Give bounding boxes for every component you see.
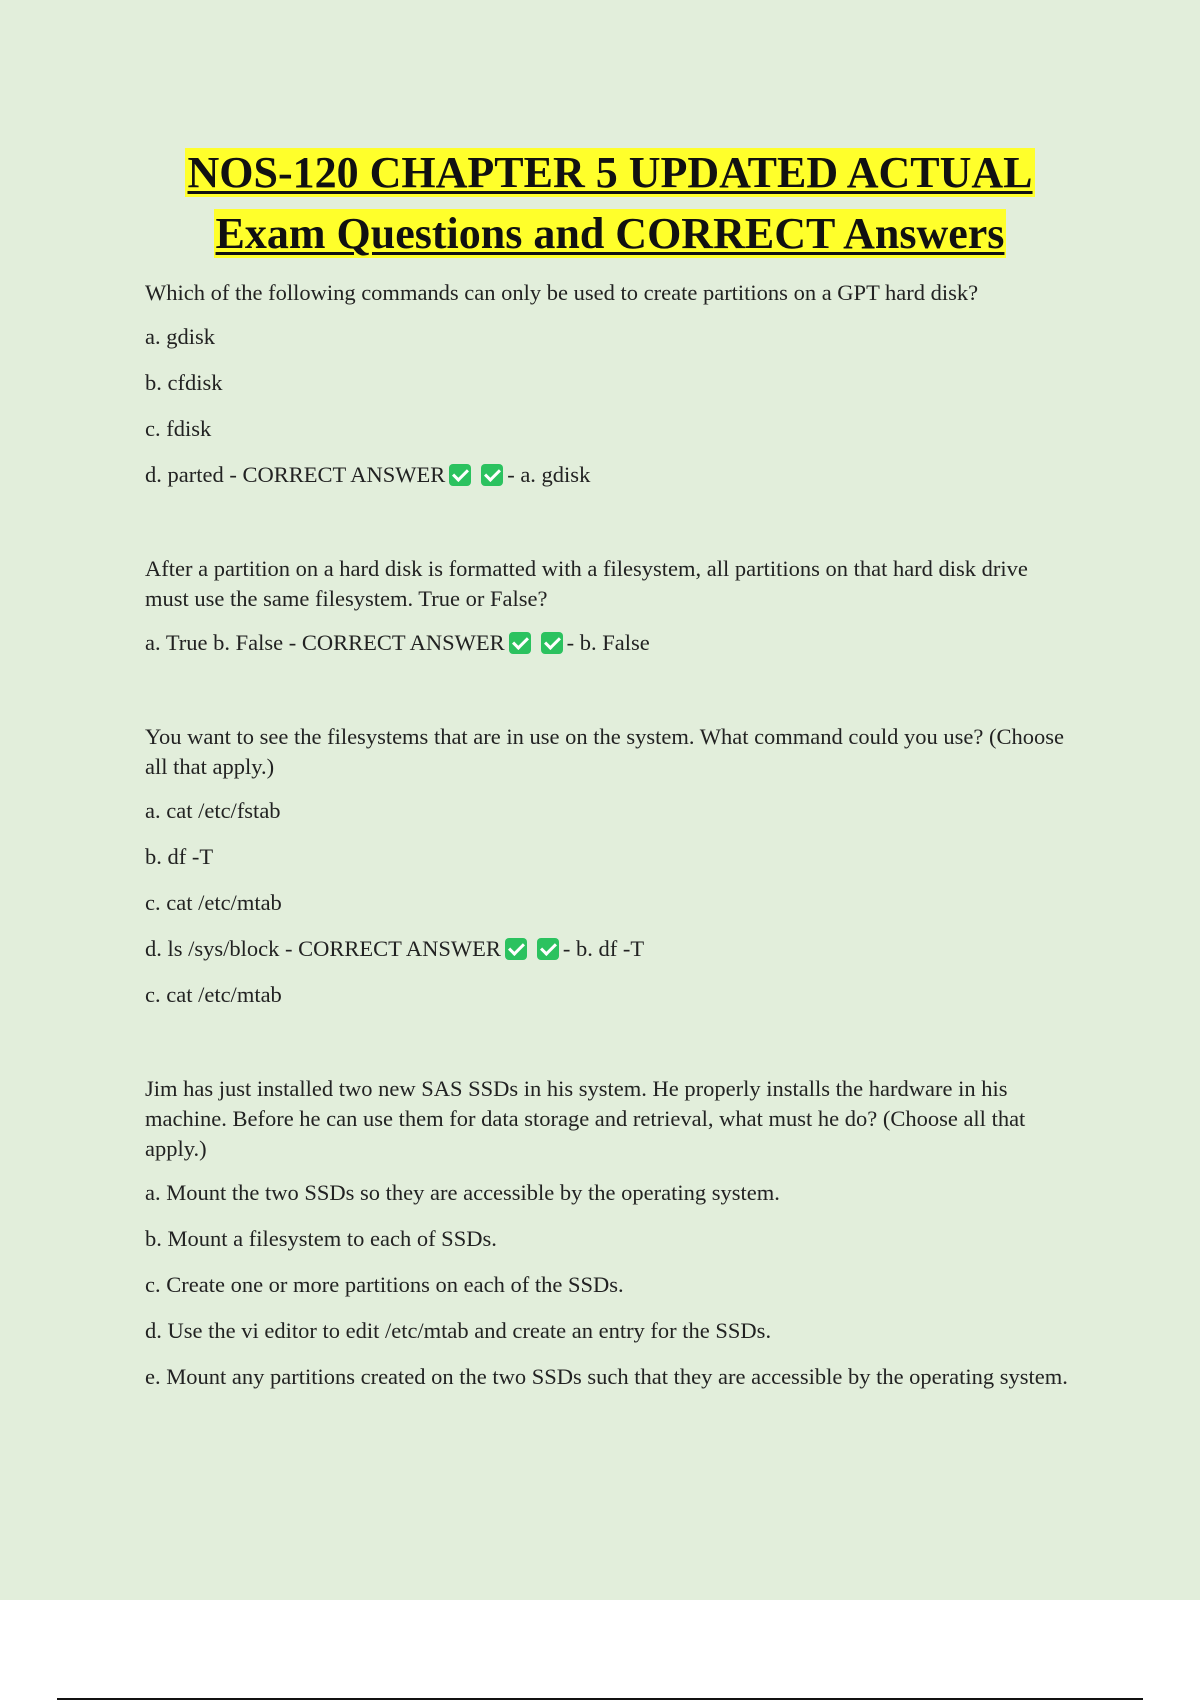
answer-line (145, 934, 1075, 964)
question-text: You want to see the filesystems that are in use on the system. What command could you use? (Choose all that apply.) (145, 724, 1065, 779)
option-e: e. Mount any partitions created on the two SSDs such that they are accessible by the operating system. (145, 1364, 1068, 1389)
option-b: b. cfdisk (145, 370, 223, 395)
option-a: a. gdisk (145, 324, 215, 349)
answer-value: - b. df -T (562, 936, 645, 961)
check-mark-icon (505, 938, 527, 960)
option-a: a. Mount the two SSDs so they are accessible by the operating system. (145, 1180, 780, 1205)
document-content (145, 142, 1075, 1456)
option-c: c. Create one or more partitions on each of the SSDs. (145, 1272, 624, 1297)
trailing-option: c. cat /etc/mtab (145, 982, 282, 1007)
check-mark-icon (509, 632, 531, 654)
question-text: Jim has just installed two new SAS SSDs in his system. He properly installs the hardware in his machine. Before he can use them for data storage and retrieval, what must he do? (Choose all that apply.) (145, 1076, 1026, 1161)
answer-prefix: d. parted - CORRECT ANSWER (145, 462, 446, 487)
question-1 (145, 278, 1075, 490)
title-line-2: Exam Questions and CORRECT Answers (215, 209, 1005, 258)
question-text: Which of the following commands can only be used to create partitions on a GPT hard disk? (145, 280, 979, 305)
option-a: a. cat /etc/fstab (145, 798, 281, 823)
answer-line (145, 628, 1075, 658)
question-2 (145, 554, 1075, 658)
option-b: b. df -T (145, 844, 214, 869)
answer-prefix: a. True b. False - CORRECT ANSWER (145, 630, 505, 655)
document-title (145, 142, 1075, 264)
option-b: b. Mount a filesystem to each of SSDs. (145, 1226, 497, 1251)
question-4 (145, 1074, 1075, 1392)
question-text: After a partition on a hard disk is formatted with a filesystem, all partitions on that hard disk drive must use the same filesystem. True or False? (145, 556, 1028, 611)
check-mark-icon (449, 464, 471, 486)
check-mark-icon (537, 938, 559, 960)
option-d: d. Use the vi editor to edit /etc/mtab and create an entry for the SSDs. (145, 1318, 772, 1343)
option-c: c. fdisk (145, 416, 212, 441)
check-mark-icon (541, 632, 563, 654)
answer-prefix: d. ls /sys/block - CORRECT ANSWER (145, 936, 501, 961)
answer-value: - a. gdisk (507, 462, 591, 487)
answer-value: - b. False (566, 630, 650, 655)
answer-line (145, 460, 1075, 490)
title-line-1: NOS-120 CHAPTER 5 UPDATED ACTUAL (187, 148, 1033, 197)
check-mark-icon (481, 464, 503, 486)
question-3 (145, 722, 1075, 1010)
option-c: c. cat /etc/mtab (145, 890, 282, 915)
